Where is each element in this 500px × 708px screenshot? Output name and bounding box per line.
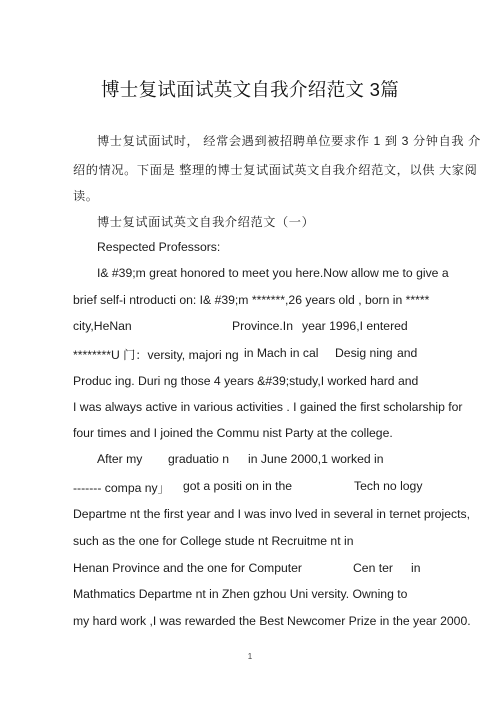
body-line: four times and I joined the Commu nist Party at the college. [73,426,393,440]
document-title: 博士复试面试英文自我介绍范文 3篇 [100,79,400,100]
body-segment: city,HeNan [73,319,132,333]
body-segment: Henan Province and the one for Computer [73,561,302,575]
body-line: my hard work ,I was rewarded the Best Newcomer Prize in the year 2000. [73,614,471,628]
body-line: I was always active in various activities . I gained the first scholarship for [73,400,463,414]
body-segment: year 1996,I entered [302,319,408,333]
body-line: Departme nt the first year and I was invo lved in several in ternet projects, [73,507,470,521]
body-segment: graduatio n [168,452,229,466]
body-segment: Tech no logy [354,479,423,493]
body-line: Produc ing. Duri ng those 4 years &#39;study,I worked hard and [73,374,419,388]
body-line: Mathmatics Departme nt in Zhen gzhou Uni versity. Owning to [73,587,408,601]
body-segment: ********U 门：versity, majori ng [73,348,239,362]
body-segment: in June 2000,1 worked in [248,452,384,466]
body-segment: in [411,561,421,575]
body-line: such as the one for College stude nt Recruitme nt in [73,534,354,548]
salutation: Respected Professors: [97,240,221,254]
body-segment: in Mach in cal [244,346,319,360]
intro-line: 读。 [73,189,99,203]
intro-line: 绍的情况。下面是 整理的博士复试面试英文自我介绍范文，以供 大家阅 [73,163,478,177]
body-segment: Cen ter [353,561,393,575]
body-segment: Desig ning [335,346,393,360]
body-line: I& #39;m great honored to meet you here.Now allow me to give a [97,266,449,280]
body-segment: and [397,346,418,360]
section-heading: 博士复试面试英文自我介绍范文（一） [97,215,315,229]
intro-line: 博士复试面试时， 经常会遇到被招聘单位要求作 1 到 3 分钟自我 介 [97,134,481,148]
body-segment: After my [97,452,143,466]
body-segment: ------- compa ny」 [73,481,170,495]
body-line: brief self-i ntroducti on: I& #39;m *******,26 years old , born in ***** [73,293,430,307]
body-segment: Province.In [232,319,293,333]
page-number: 1 [247,652,253,661]
body-segment: got a positi on in the [183,479,293,493]
